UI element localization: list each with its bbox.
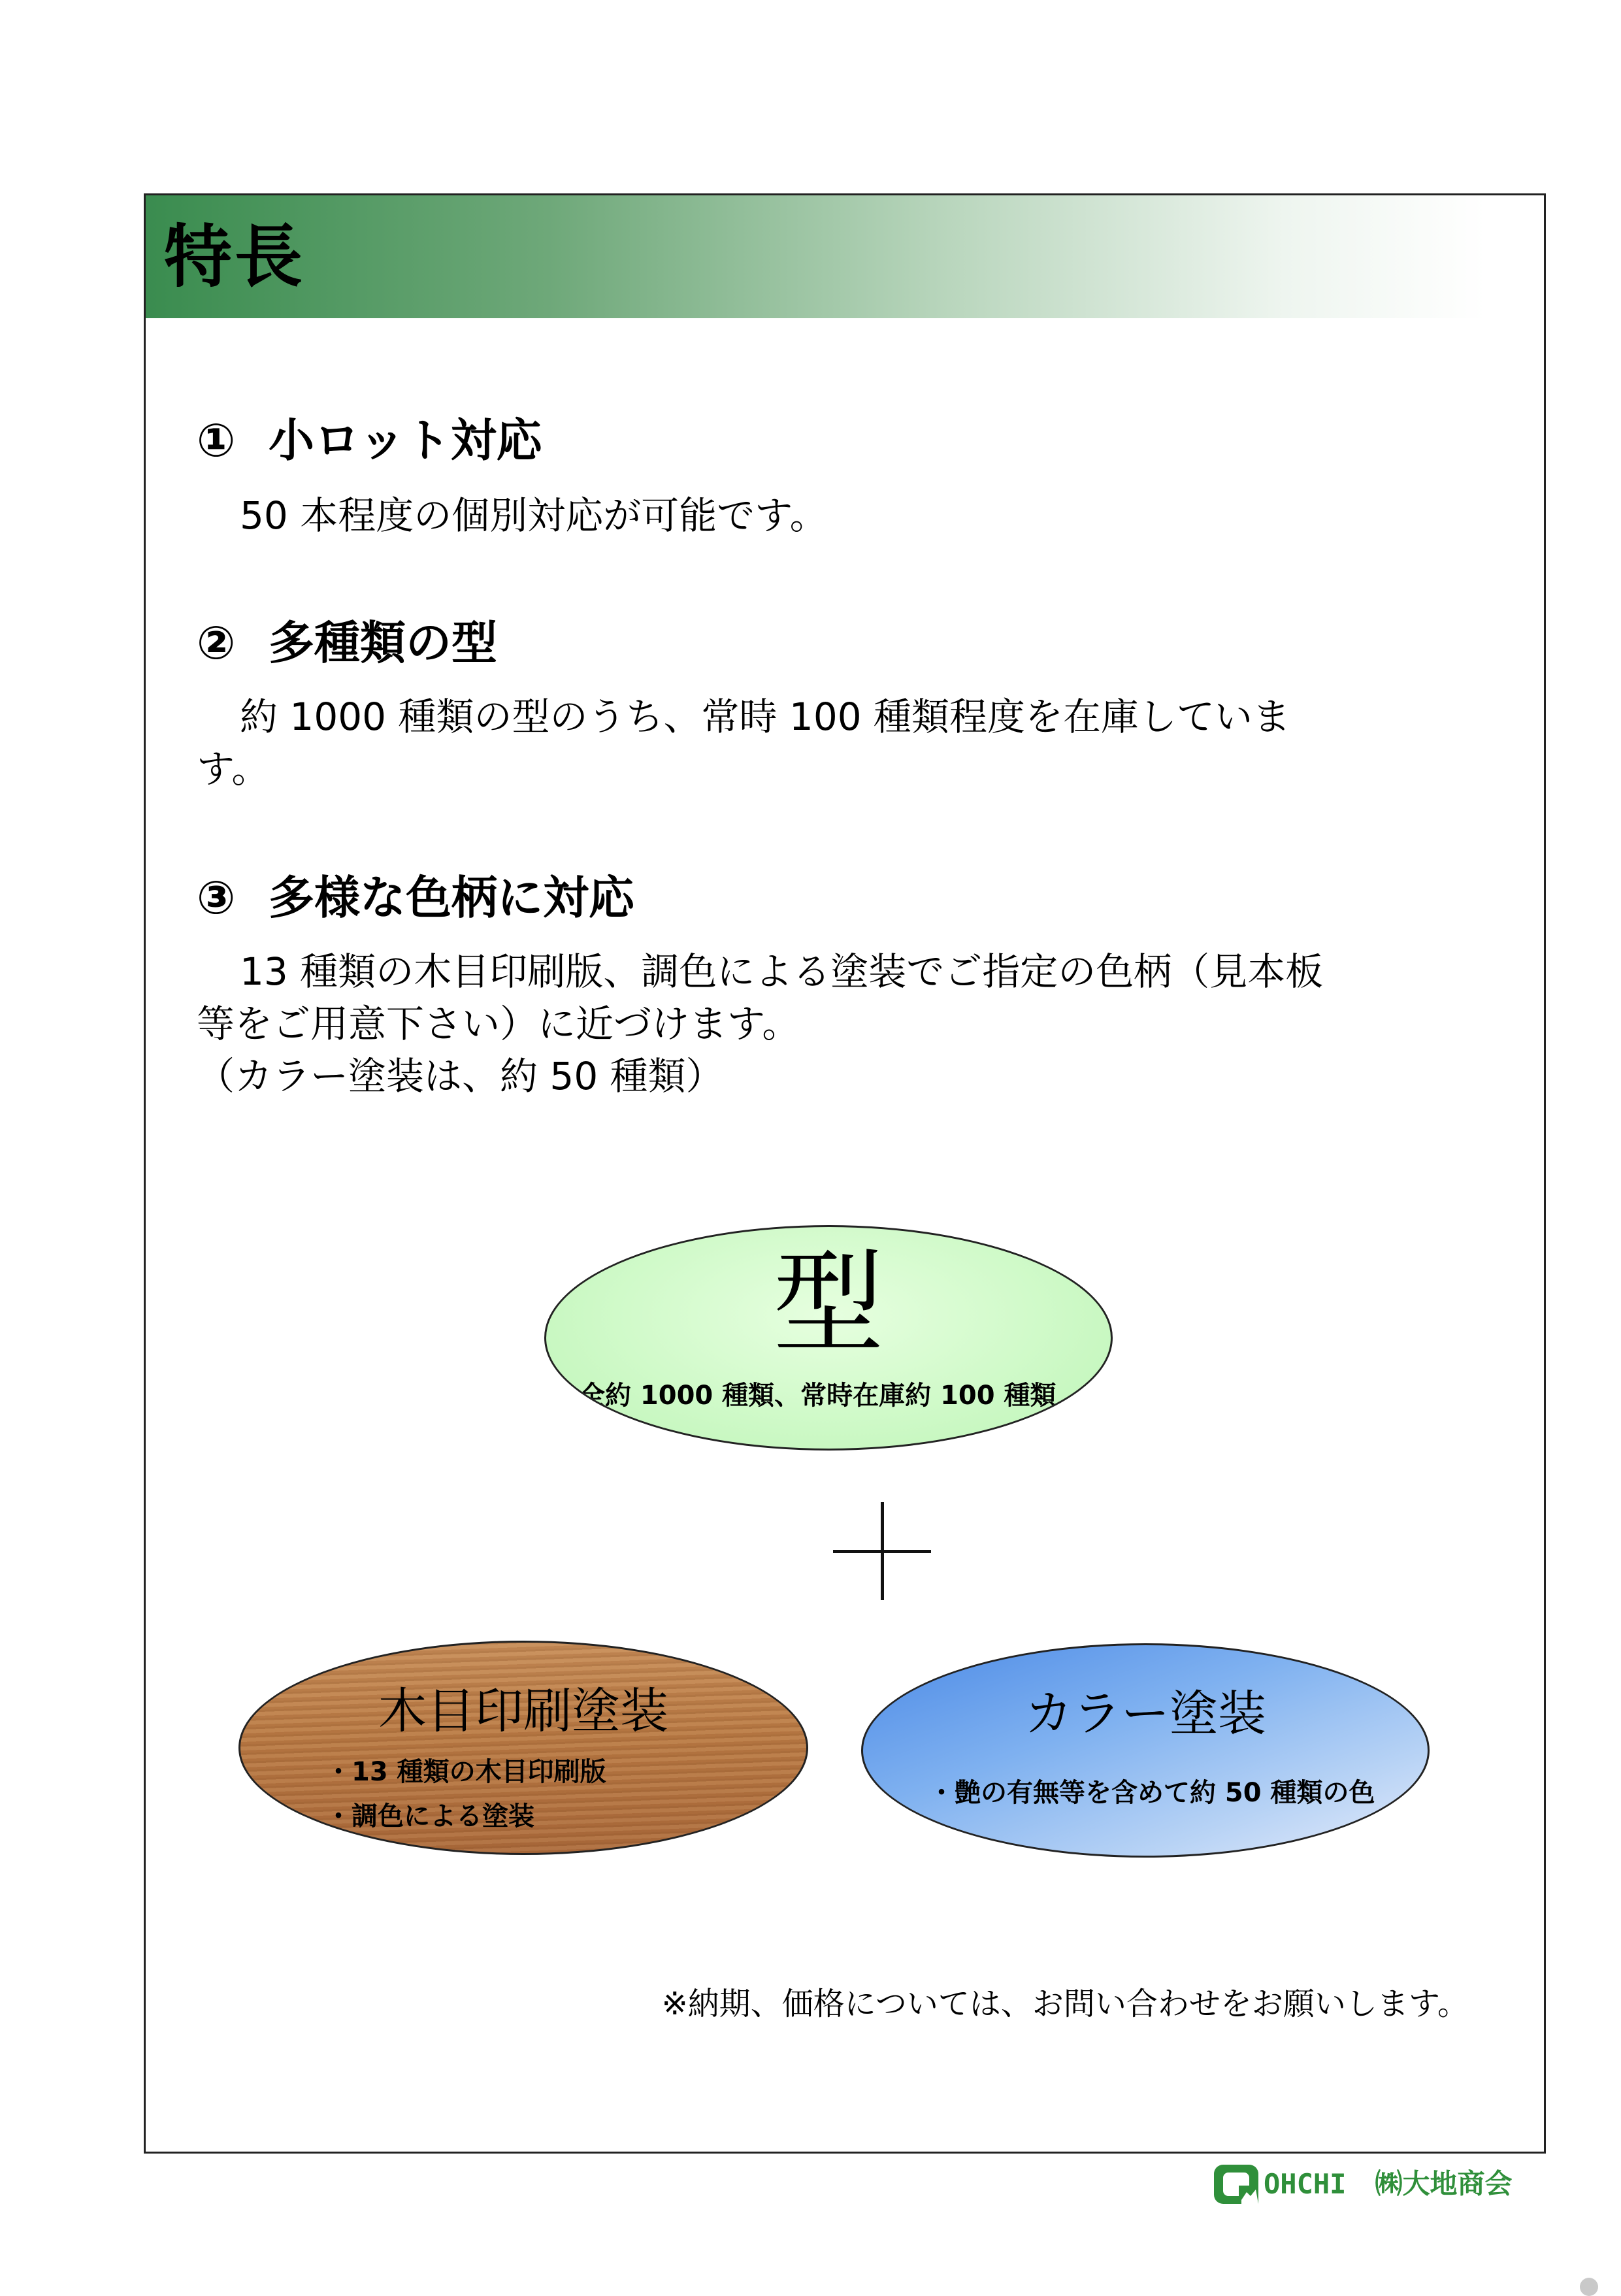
wood-item-2: ・調色による塗装: [325, 1801, 534, 1831]
type-detail: 全約 1000 種類、常時在庫約 100 種類: [579, 1381, 1056, 1411]
feature-3-title: 多様な色柄に対応: [269, 871, 634, 925]
feature-3-line-1: 13 種類の木目印刷版、調色による塗装でご指定の色柄（見本板: [240, 949, 1324, 994]
feature-1-body: [197, 489, 1503, 542]
title-bar: [146, 195, 1485, 318]
feature-2-title: 多種類の型: [269, 616, 497, 670]
feature-3-body: [197, 945, 1503, 1102]
wood-item-1: ・13 種類の木目印刷版: [325, 1757, 606, 1787]
inquiry-note: ※納期、価格については、お問い合わせをお願いします。: [661, 1986, 1469, 2022]
company-logo-icon: [1213, 2163, 1260, 2205]
feature-2-number: ②: [197, 616, 236, 670]
plus-sign: [833, 1502, 931, 1600]
feature-1-heading: [197, 411, 542, 470]
color-paint-title: カラー塗装: [1024, 1686, 1266, 1742]
color-paint-ellipse: [861, 1643, 1430, 1858]
company-footer: [1213, 2163, 1512, 2202]
company-name: ㈱大地商会: [1375, 2167, 1513, 2200]
feature-1-line-1: 50 本程度の個別対応が可能です。: [240, 493, 828, 538]
feature-frame: [144, 193, 1546, 2154]
wood-print-ellipse: [238, 1641, 808, 1855]
page-title: 特長: [164, 217, 306, 297]
page-dot: [1580, 2278, 1598, 2296]
color-item-1: ・艶の有無等を含めて約 50 種類の色: [928, 1778, 1375, 1808]
type-ellipse: [544, 1225, 1113, 1451]
feature-3-number: ③: [197, 871, 236, 925]
company-brand: OHCHI: [1264, 2167, 1347, 2200]
feature-2-heading: [197, 614, 497, 672]
type-label: 型: [772, 1239, 884, 1368]
feature-3-line-2: 等をご用意下さい）に近づけます。: [197, 1002, 800, 1046]
feature-1-number: ①: [197, 414, 236, 467]
feature-2-line-2: す。: [197, 747, 270, 791]
feature-1-title: 小ロット対応: [269, 414, 542, 467]
feature-2-body: [197, 691, 1503, 795]
feature-3-line-3: （カラー塗装は、約 50 種類）: [197, 1054, 724, 1098]
feature-3-heading: [197, 868, 634, 927]
feature-2-line-1: 約 1000 種類の型のうち、常時 100 種類程度を在庫していま: [240, 695, 1291, 739]
wood-print-title: 木目印刷塗装: [378, 1683, 668, 1739]
